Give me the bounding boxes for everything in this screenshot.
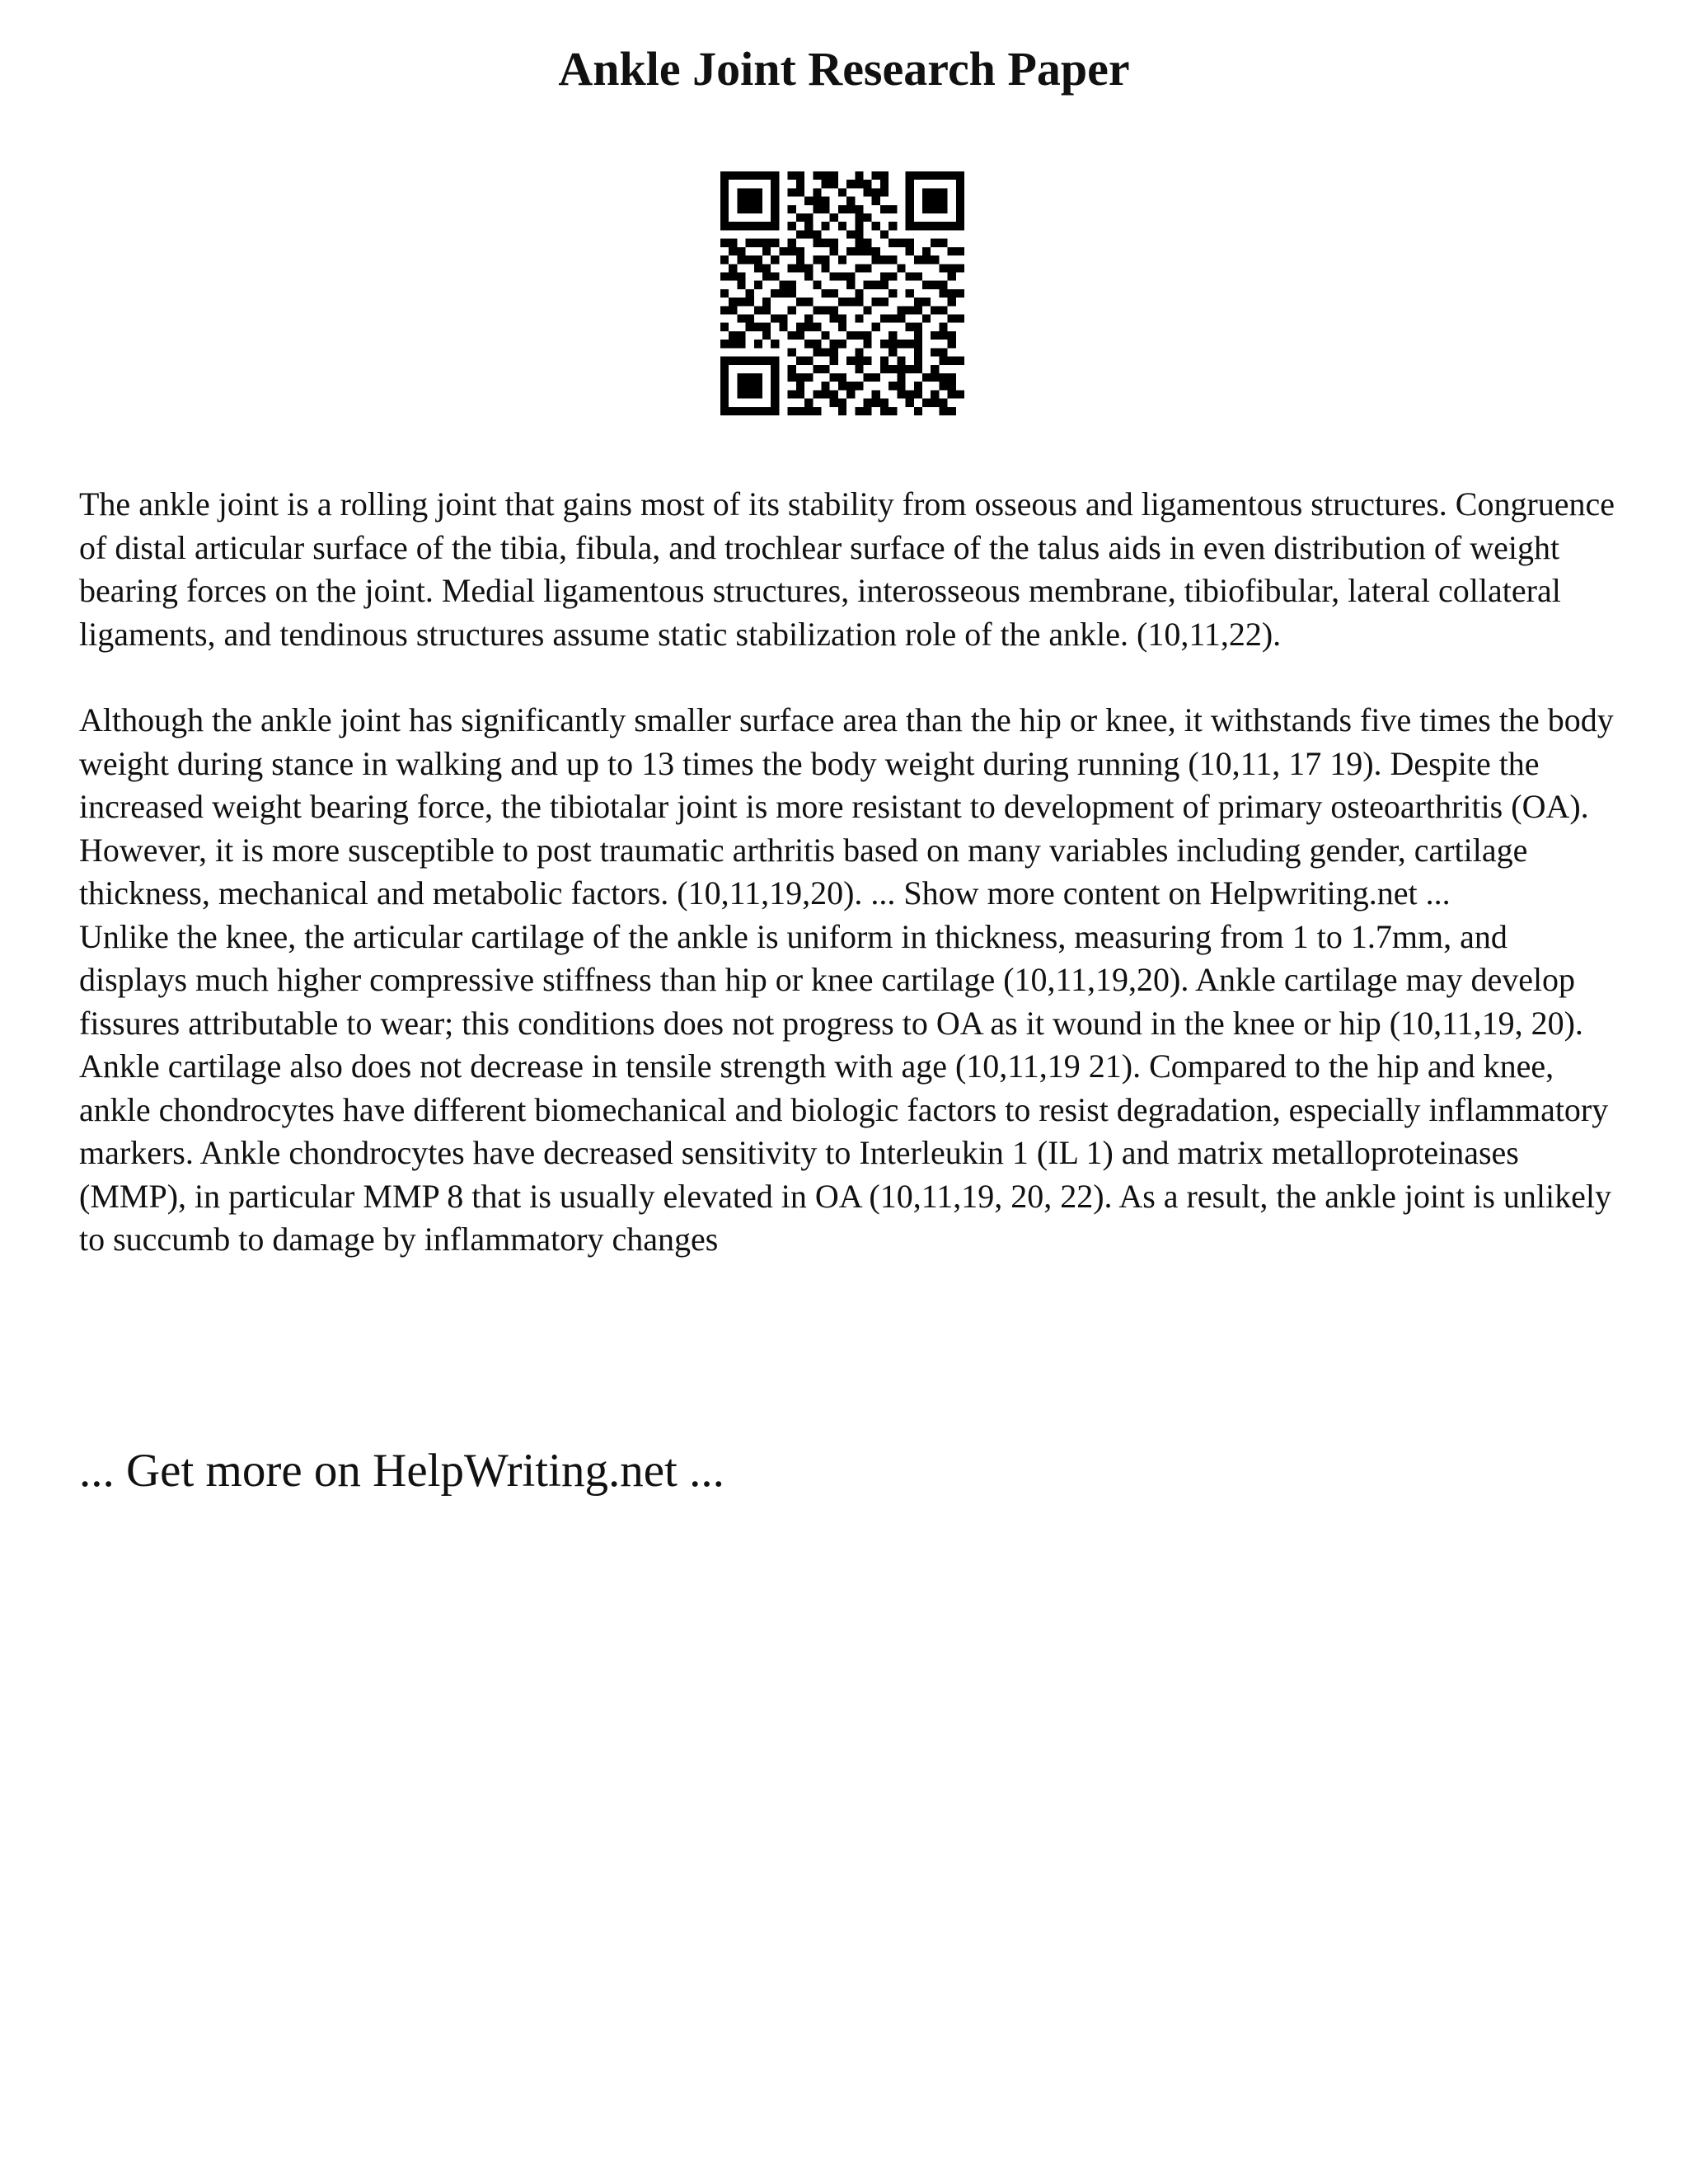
page-title: Ankle Joint Research Paper <box>558 42 1130 96</box>
article-body <box>79 483 1620 1262</box>
paragraph-cartilage: Unlike the knee, the articular cartilage of the ankle is uniform in thickness, measuring from 1 to 1.7mm, and displays much higher compressive stiffness than hip or knee cartilage (10,11,19,20). Ankle cartilage may develop fissures attributable to wear; this conditions does not progress to OA as it wound in the knee or hip (10,11,19, 20). Ankle cartilage also does not decrease in tensile strength with age (10,11,19 21). Compared to the hip and knee, ankle chondrocytes have different biomechanical and biologic factors to resist degradation, especially inflammatory markers. Ankle chondrocytes have decreased sensitivity to Interleukin 1 (IL 1) and matrix metalloproteinases (MMP), in particular MMP 8 that is usually elevated in OA (10,11,19, 20, 22). As a result, the ankle joint is unlikely to succumb to damage by inflammatory changes <box>79 917 1612 1258</box>
qr-code-icon <box>720 171 964 415</box>
get-more-link[interactable]: ... Get more on HelpWriting.net ... <box>79 1445 724 1497</box>
qr-code-graphic <box>720 171 964 415</box>
paragraph-spacer <box>79 656 1620 699</box>
paragraph-weight-bearing: Although the ankle joint has significantly smaller surface area than the hip or knee, it withstands five times the body weight during stance in walking and up to 13 times the body weight during running (10,11, 17 19). Despite the increased weight bearing force, the tibiotalar joint is more resistant to development of primary osteoarthritis (OA). However, it is more susceptible to post traumatic arthritis based on many variables including gender, cartilage thickness, mechanical and metabolic factors. (10,11,19,20). ... Show more content on Helpwriting.net ... <box>79 701 1614 912</box>
paragraph-intro: The ankle joint is a rolling joint that gains most of its stability from osseous and ligamentous structures. Congruence of distal articular surface of the tibia, fibula, and trochlear surface of the talus aids in even distribution of weight bearing forces on the joint. Medial ligamentous structures, interosseous membrane, tibiofibular, lateral collateral ligaments, and tendinous structures assume static stabilization role of the ankle. (10,11,22). <box>79 485 1615 653</box>
